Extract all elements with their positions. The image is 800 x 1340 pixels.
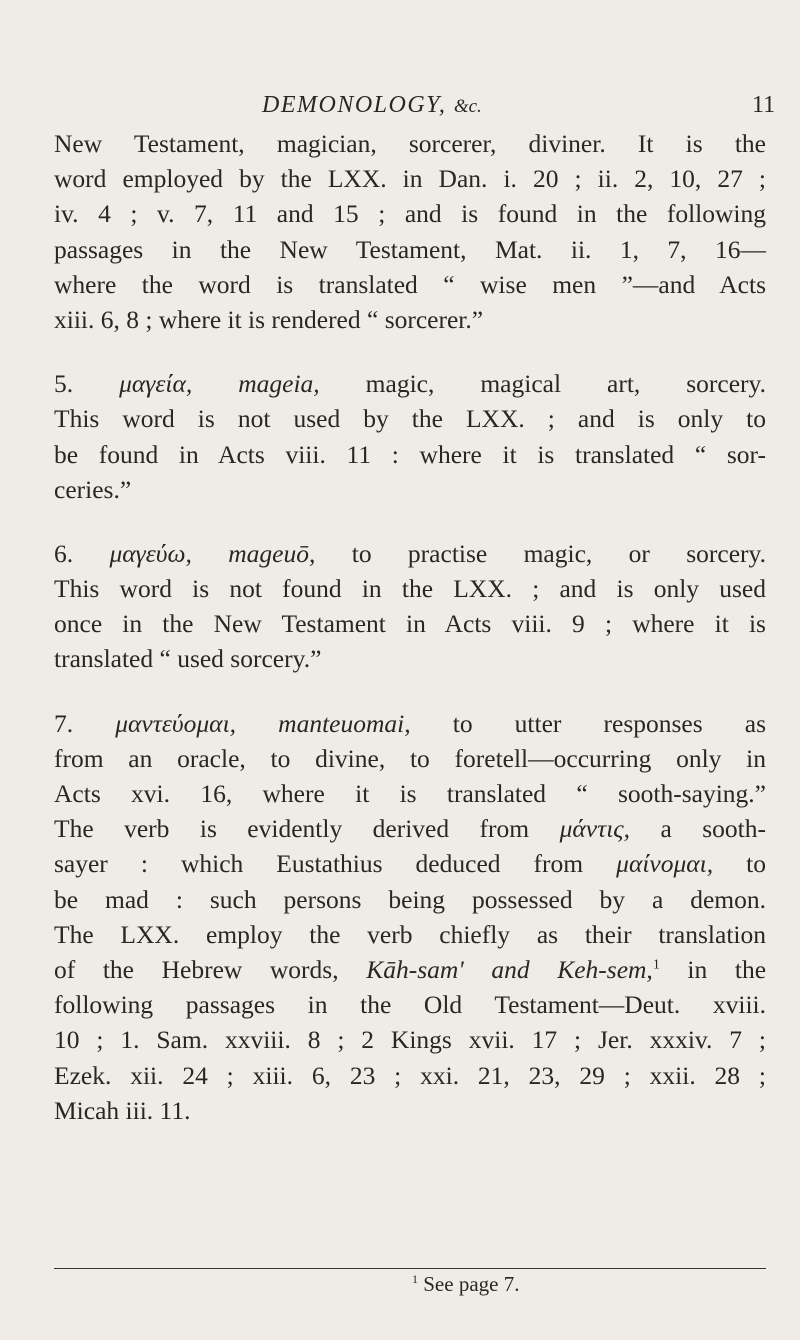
text-line <box>54 706 766 741</box>
definition: magic, magical art, sorcery. <box>365 369 767 399</box>
paragraph-gap <box>54 677 766 706</box>
footnote-reference[interactable]: 1 <box>652 957 660 973</box>
text-line: Acts xvi. 16, where it is translated “ sooth-saying.” <box>54 779 766 808</box>
text-line: Ezek. xii. 24 ; xiii. 6, 23 ; xxi. 21, 23, 29 ; xxii. 28 ; <box>54 1060 766 1090</box>
transliteration: mageuō, <box>228 538 316 568</box>
text-run: sayer : which Eustathius deduced from <box>54 849 584 879</box>
text-line <box>54 952 766 987</box>
text-line: passages in the New Testament, Mat. ii. 1, 7, 16— <box>54 234 766 264</box>
text-line: where the word is translated “ wise men ”—and Acts <box>54 269 766 299</box>
text-line: be found in Acts viii. 11 : where it is translated “ sor- <box>54 439 766 469</box>
footnote-marker: 1 <box>412 1272 418 1286</box>
text-run: in the <box>687 954 767 984</box>
text-line <box>54 811 766 846</box>
hebrew-transliteration: Kāh-sam' and Keh-sem, <box>366 954 653 984</box>
text-line: be mad : such persons being possessed by a demon. <box>54 884 766 914</box>
greek-term: μάντις, <box>559 814 631 844</box>
text-line: This word is not found in the LXX. ; and is only used <box>54 574 766 604</box>
body-text <box>54 126 766 1128</box>
transliteration: mageia, <box>238 369 320 399</box>
entry-number: 6. <box>54 538 74 568</box>
text-line <box>54 366 766 401</box>
text-line: word employed by the LXX. in Dan. i. 20 ; ii. 2, 10, 27 ; <box>54 164 766 194</box>
text-run: to <box>746 849 766 879</box>
paragraph-4-continued <box>54 126 766 337</box>
running-title <box>262 92 482 119</box>
text-line: Micah iii. 11. <box>54 1095 191 1125</box>
paragraph-gap <box>54 337 766 366</box>
paragraph-6 <box>54 536 766 677</box>
text-line: once in the New Testament in Acts viii. 9 ; where it is <box>54 609 766 639</box>
greek-term: μαντεύομαι, <box>115 708 237 738</box>
definition: to practise magic, or sorcery. <box>351 538 767 568</box>
text-line: 10 ; 1. Sam. xxviii. 8 ; 2 Kings xvii. 17 ; Jer. xxxiv. 7 ; <box>54 1025 766 1055</box>
greek-term: μαγεία, <box>119 369 193 399</box>
definition: to utter responses as <box>452 708 767 738</box>
running-title-text: DEMONOLOGY, <box>262 92 447 118</box>
paragraph-5 <box>54 366 766 507</box>
page-number: 11 <box>752 92 776 118</box>
text-run: of the Hebrew words, <box>54 954 339 984</box>
text-line <box>54 536 766 571</box>
footnote-rule <box>54 1268 766 1269</box>
transliteration: manteuomai, <box>278 708 411 738</box>
text-run: The verb is evidently derived from <box>54 814 530 844</box>
text-line: New Testament, magician, sorcerer, diviner. It is the <box>54 129 766 158</box>
text-line: This word is not used by the LXX. ; and is only to <box>54 404 766 434</box>
text-line: xiii. 6, 8 ; where it is rendered “ sorcerer.” <box>54 304 484 334</box>
entry-number: 5. <box>54 369 74 399</box>
paragraph-7 <box>54 706 766 1128</box>
running-title-suffix: &c. <box>453 96 482 117</box>
greek-term: μαγεύω, <box>109 538 192 568</box>
entry-number: 7. <box>54 708 74 738</box>
running-head <box>0 92 800 126</box>
footnote <box>412 1272 519 1297</box>
text-line <box>54 846 766 881</box>
greek-term: μαίνομαι, <box>616 849 714 879</box>
text-line: iv. 4 ; v. 7, 11 and 15 ; and is found in the following <box>54 199 766 229</box>
text-line: following passages in the Old Testament—Deut. xviii. <box>54 990 766 1020</box>
text-line: The LXX. employ the verb chiefly as their translation <box>54 919 766 949</box>
text-line: from an oracle, to divine, to foretell—occurring only in <box>54 743 766 773</box>
paragraph-gap <box>54 507 766 536</box>
footnote-text: See page 7. <box>423 1272 520 1296</box>
text-line: translated “ used sorcery.” <box>54 644 322 674</box>
text-run: a sooth- <box>660 814 767 844</box>
text-line: ceries.” <box>54 474 132 504</box>
